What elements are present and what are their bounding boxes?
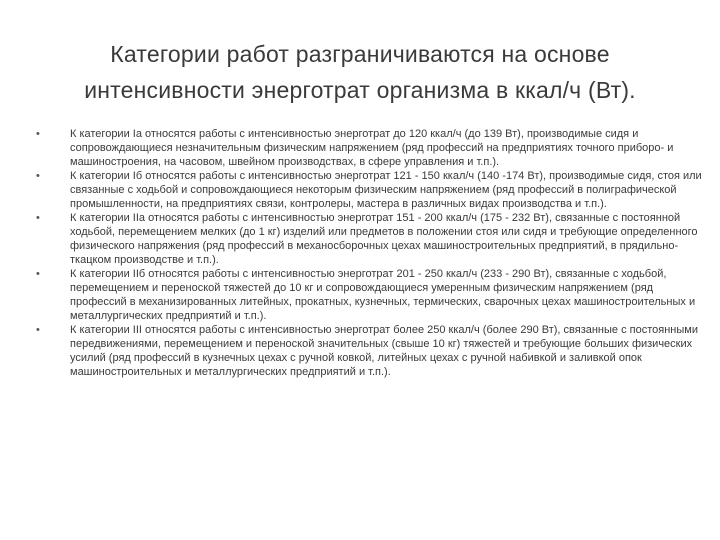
slide-title-line-2: интенсивности энерготрат организма в ккал/ч (Вт). [84,77,636,103]
bullet-item-category-1b [26,169,704,211]
slide-title-line-1: Категории работ разграничиваются на основе [110,41,610,67]
bullet-icon: • [36,212,40,224]
bullet-icon: • [36,128,40,140]
bullet-item-text: К категории IIа относятся работы с интенсивностью энерготрат 151 - 200 ккал/ч (175 - 232 Вт), связанные с постоянной ходьбой, перемещением мелких (до 1 кг) изделий или предметов в положении стоя или сидя и требующие определенного физического напряжения (ряд профессий в механосборочных цехах машиностроительных предприятий, в прядильно-ткацком производстве и т.п.). [70,212,698,266]
bullet-item-category-3 [26,323,704,379]
bullet-item-category-2b [26,267,704,323]
bullet-icon: • [36,268,40,280]
bullet-list [26,127,704,379]
slide-title [40,36,680,108]
bullet-item-text: К категории Iа относятся работы с интенсивностью энерготрат до 120 ккал/ч (до 139 Вт), производимые сидя и сопровождающиеся незначительным физическим напряжением (ряд профессий на предприятиях точного приборо- и машиностроения, на часовом, швейном производствах, в сфере управления и т.п.). [70,128,674,168]
bullet-item-text: К категории IIб относятся работы с интенсивностью энерготрат 201 - 250 ккал/ч (233 - 290 Вт), связанные с ходьбой, перемещением и переноской тяжестей до 10 кг и сопровождающиеся умеренным физическим напряжением (ряд профессий в механизированных литейных, прокатных, кузнечных, термических, сварочных цехах машиностроительных и металлургических предприятий и т.п.). [70,268,696,322]
bullet-item-category-1a [26,127,704,169]
bullet-icon: • [36,324,40,336]
bullet-icon: • [36,170,40,182]
bullet-item-text: К категории Iб относятся работы с интенсивностью энерготрат 121 - 150 ккал/ч (140 -174 Вт), производимые сидя, стоя или связанные с ходьбой и сопровождающиеся некоторым физическим напряжением (ряд профессий в полиграфической промышленности, на предприятиях связи, контролеры, мастера в различных видах производства и т.п.). [70,170,702,210]
bullet-item-text: К категории III относятся работы с интенсивностью энерготрат более 250 ккал/ч (более 290 Вт), связанные с постоянными передвижениями, перемещением и переноской значительных (свыше 10 кг) тяжестей и требующие больших физических усилий (ряд профессий в кузнечных цехах с ручной ковкой, литейных цехах с ручной набивкой и заливкой опок машиностроительных и металлургических предприятий и т.п.). [70,324,698,378]
bullet-item-category-2a [26,211,704,267]
